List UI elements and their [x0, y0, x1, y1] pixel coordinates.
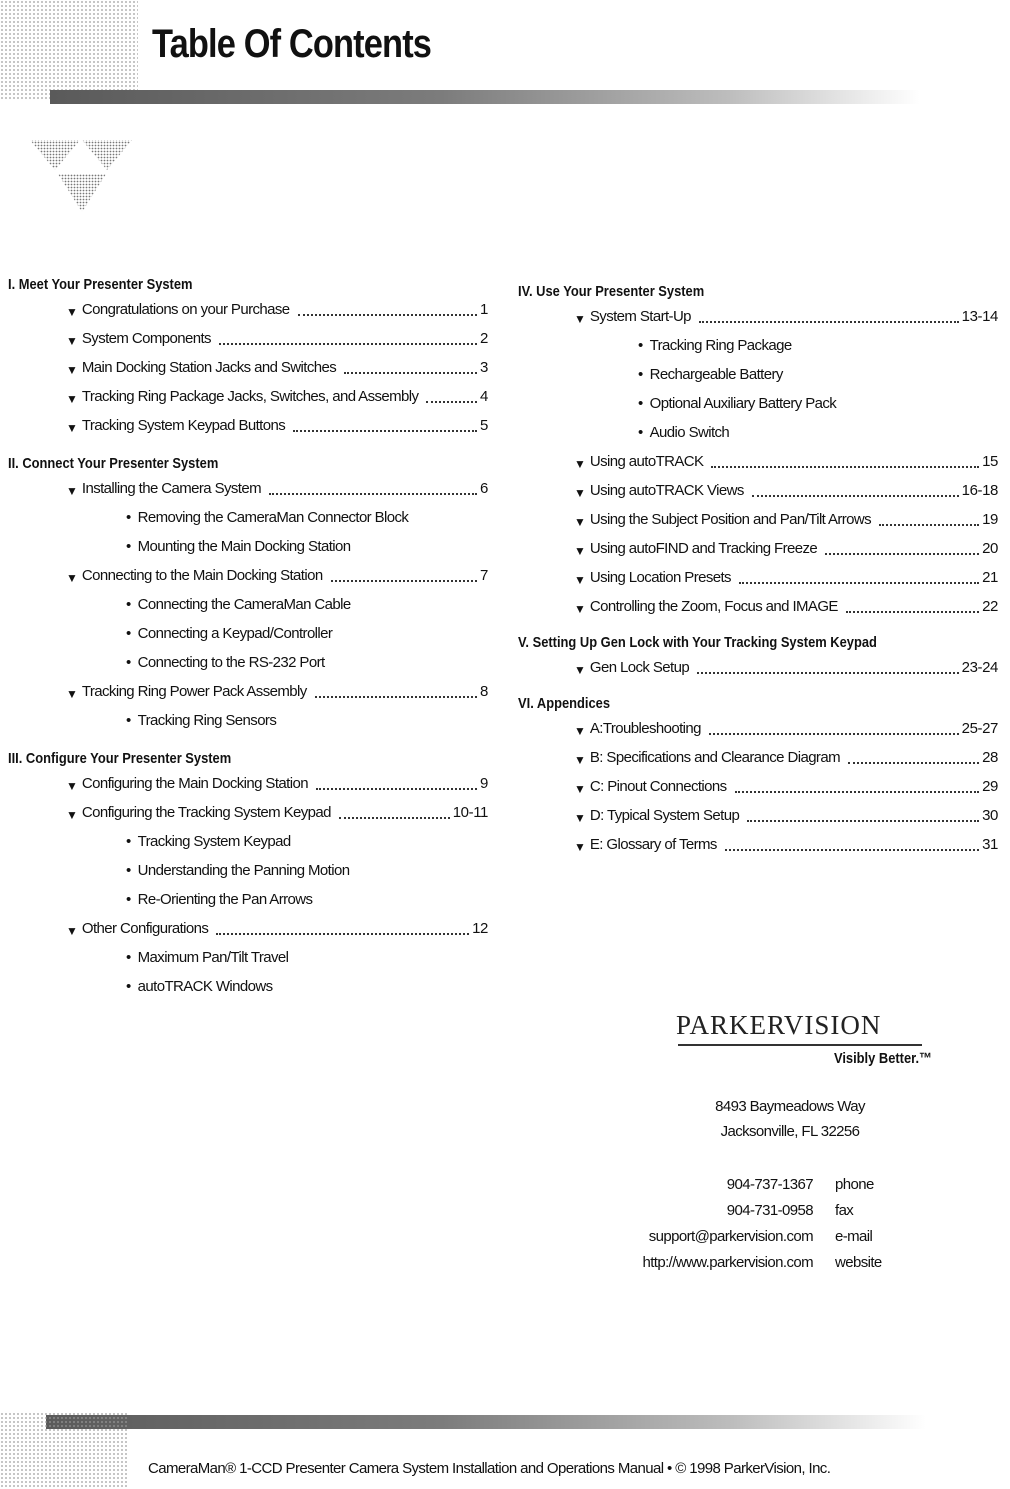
triangle-bullet-icon: ▼: [574, 602, 586, 616]
header-rule: [50, 90, 920, 104]
entry-label: Congratulations on your Purchase: [81, 301, 290, 318]
page-number: 9: [480, 775, 488, 792]
toc-entry[interactable]: [8, 353, 488, 382]
page-title: Table Of Contents: [152, 22, 432, 66]
toc-entry[interactable]: [518, 534, 998, 563]
dot-leader: [219, 343, 477, 345]
dot-leader: [752, 495, 959, 497]
toc-entry[interactable]: [8, 295, 488, 324]
page-number: 2: [480, 330, 488, 347]
toc-subentry[interactable]: [8, 590, 488, 619]
corner-texture: [0, 0, 138, 100]
entry-label: Using autoTRACK: [589, 453, 704, 470]
page-number: 1: [480, 301, 488, 318]
triangle-bullet-icon: ▼: [66, 334, 78, 348]
company-logo: [676, 1010, 946, 1080]
triangle-bullet-icon: ▼: [66, 484, 78, 498]
toc-entry[interactable]: [518, 772, 998, 801]
entry-label: Other Configurations: [81, 920, 209, 937]
entry-label: Installing the Camera System: [81, 480, 262, 497]
triangle-bullet-icon: ▼: [66, 808, 78, 822]
triangle-bullet-icon: ▼: [66, 305, 78, 319]
contact-row-email: [600, 1224, 900, 1250]
toc-entry[interactable]: [518, 830, 998, 859]
toc-subentry[interactable]: [8, 972, 488, 1001]
triangle-bullet-icon: ▼: [574, 753, 586, 767]
triangle-bullet-icon: ▼: [574, 811, 586, 825]
subentry-label: Re-Orienting the Pan Arrows: [137, 891, 313, 908]
toc-entry[interactable]: [518, 505, 998, 534]
page-number: 7: [480, 567, 488, 584]
bullet-icon: •: [638, 395, 643, 412]
toc-section: [8, 454, 488, 735]
contact-type: website: [835, 1254, 882, 1271]
dot-leader: [315, 696, 477, 698]
dot-leader: [316, 788, 477, 790]
triangle-bullet-icon: ▼: [574, 486, 586, 500]
toc-entry[interactable]: [8, 382, 488, 411]
toc-left-column: [8, 275, 488, 1001]
triangle-bullet-icon: ▼: [574, 663, 586, 677]
bullet-icon: •: [126, 949, 131, 966]
bullet-icon: •: [126, 712, 131, 729]
entry-label: Tracking Ring Package Jacks, Switches, and Assembly: [81, 388, 419, 405]
toc-entry[interactable]: [8, 411, 488, 440]
dot-leader: [426, 401, 477, 403]
toc-section: [518, 694, 998, 859]
bullet-icon: •: [126, 538, 131, 555]
contact-value[interactable]: support@parkervision.com: [648, 1228, 813, 1245]
section-title: II. Connect Your Presenter System: [8, 455, 219, 472]
page-number: 6: [480, 480, 488, 497]
toc-entry[interactable]: [518, 801, 998, 830]
triangle-bullet-icon: ▼: [66, 571, 78, 585]
bullet-icon: •: [126, 625, 131, 642]
bullet-icon: •: [126, 509, 131, 526]
dot-leader: [709, 733, 959, 735]
page-number: 13-14: [961, 308, 998, 325]
section-title: IV. Use Your Presenter System: [518, 283, 705, 300]
contact-row-phone: [600, 1172, 900, 1198]
toc-subentry[interactable]: [8, 532, 488, 561]
dot-leader: [747, 820, 979, 822]
page-number: 30: [982, 807, 998, 824]
toc-subentry[interactable]: [8, 827, 488, 856]
subentry-label: autoTRACK Windows: [137, 978, 273, 995]
toc-entry[interactable]: [8, 769, 488, 798]
entry-label: B: Specifications and Clearance Diagram: [589, 749, 840, 766]
toc-entry[interactable]: [8, 798, 488, 827]
toc-entry[interactable]: [518, 653, 998, 682]
entry-label: Using autoTRACK Views: [589, 482, 744, 499]
triangle-bullet-icon: ▼: [574, 544, 586, 558]
subentry-label: Connecting a Keypad/Controller: [137, 625, 333, 642]
toc-entry[interactable]: [518, 563, 998, 592]
page-number: 19: [982, 511, 998, 528]
footer-rule: [46, 1415, 926, 1429]
toc-subentry[interactable]: [8, 856, 488, 885]
toc-subentry[interactable]: [518, 331, 998, 360]
logo-underline: [678, 1044, 922, 1046]
dot-leader: [848, 762, 979, 764]
subentry-label: Connecting to the RS-232 Port: [137, 654, 325, 671]
page-number: 25-27: [961, 720, 998, 737]
entry-label: Tracking Ring Power Pack Assembly: [81, 683, 307, 700]
dot-leader: [697, 672, 959, 674]
dot-leader: [879, 524, 979, 526]
entry-label: Controlling the Zoom, Focus and IMAGE: [589, 598, 838, 615]
toc-entry[interactable]: [518, 743, 998, 772]
bullet-icon: •: [126, 596, 131, 613]
entry-label: Using autoFIND and Tracking Freeze: [589, 540, 818, 557]
entry-label: E: Glossary of Terms: [589, 836, 717, 853]
dot-leader: [339, 817, 450, 819]
toc-entry[interactable]: [518, 714, 998, 743]
subentry-label: Rechargeable Battery: [649, 366, 783, 383]
toc-subentry[interactable]: [518, 418, 998, 447]
page-number: 29: [982, 778, 998, 795]
entry-label: C: Pinout Connections: [589, 778, 727, 795]
section-title: III. Configure Your Presenter System: [8, 750, 232, 767]
toc-subentry[interactable]: [8, 885, 488, 914]
contact-type: phone: [835, 1176, 874, 1193]
triangle-bullet-icon: ▼: [66, 363, 78, 377]
bullet-icon: •: [638, 424, 643, 441]
toc-section: [518, 633, 998, 682]
toc-entry[interactable]: [8, 561, 488, 590]
entry-label: Configuring the Main Docking Station: [81, 775, 308, 792]
toc-subentry[interactable]: [518, 389, 998, 418]
contact-list: [600, 1172, 900, 1276]
bullet-icon: •: [638, 366, 643, 383]
toc-right-column: [518, 282, 998, 859]
page-number: 31: [982, 836, 998, 853]
triangle-bullet-icon: ▼: [574, 782, 586, 796]
dot-leader: [293, 430, 477, 432]
entry-label: D: Typical System Setup: [589, 807, 740, 824]
dot-leader: [735, 791, 980, 793]
dot-leader: [725, 849, 979, 851]
triangle-bullet-icon: ▼: [574, 515, 586, 529]
dot-leader: [825, 553, 979, 555]
triangle-bullet-icon: ▼: [574, 724, 586, 738]
dot-leader: [344, 372, 477, 374]
toc-section: [8, 275, 488, 440]
toc-section: [518, 282, 998, 621]
toc-subentry[interactable]: [8, 503, 488, 532]
page-number: 23-24: [961, 659, 998, 676]
subentry-label: Tracking Ring Sensors: [137, 712, 277, 729]
entry-label: Gen Lock Setup: [589, 659, 690, 676]
subentry-label: Removing the CameraMan Connector Block: [137, 509, 409, 526]
toc-subentry[interactable]: [8, 619, 488, 648]
logo-wordmark: PARKERVISION: [676, 1010, 882, 1040]
entry-label: Connecting to the Main Docking Station: [81, 567, 323, 584]
dot-leader: [216, 933, 469, 935]
footer-text: CameraMan® 1-CCD Presenter Camera System Installation and Operations Manual • © 1998 ParkerVision, Inc.: [148, 1460, 831, 1477]
entry-label: A:Troubleshooting: [589, 720, 701, 737]
toc-entry[interactable]: [518, 447, 998, 476]
page-number: 3: [480, 359, 488, 376]
contact-type: e-mail: [835, 1228, 873, 1245]
toc-entry[interactable]: [518, 592, 998, 621]
toc-entry[interactable]: [518, 302, 998, 331]
section-title: V. Setting Up Gen Lock with Your Tracking System Keypad: [518, 634, 877, 651]
page-number: 12: [472, 920, 488, 937]
triangle-logo-icon: [22, 132, 132, 222]
toc-subentry[interactable]: [8, 706, 488, 735]
subentry-label: Connecting the CameraMan Cable: [137, 596, 351, 613]
bullet-icon: •: [126, 654, 131, 671]
triangle-bullet-icon: ▼: [574, 573, 586, 587]
triangle-bullet-icon: ▼: [66, 924, 78, 938]
page-number: 8: [480, 683, 488, 700]
triangle-bullet-icon: ▼: [66, 687, 78, 701]
contact-type: fax: [835, 1202, 854, 1219]
dot-leader: [739, 582, 979, 584]
toc-entry[interactable]: [8, 474, 488, 503]
entry-label: System Start-Up: [589, 308, 691, 325]
address-line-1: 8493 Baymeadows Way: [715, 1098, 865, 1115]
subentry-label: Maximum Pan/Tilt Travel: [137, 949, 289, 966]
subentry-label: Mounting the Main Docking Station: [137, 538, 351, 555]
toc-subentry[interactable]: [8, 648, 488, 677]
page-number: 10-11: [452, 804, 488, 821]
page-number: 20: [982, 540, 998, 557]
entry-label: Tracking System Keypad Buttons: [81, 417, 286, 434]
subentry-label: Optional Auxiliary Battery Pack: [649, 395, 837, 412]
subentry-label: Understanding the Panning Motion: [137, 862, 350, 879]
dot-leader: [711, 466, 979, 468]
entry-label: Main Docking Station Jacks and Switches: [81, 359, 337, 376]
entry-label: Using Location Presets: [589, 569, 731, 586]
company-address: [700, 1094, 880, 1144]
toc-entry[interactable]: [518, 476, 998, 505]
page-number: 5: [480, 417, 488, 434]
contact-value[interactable]: http://www.parkervision.com: [642, 1254, 813, 1271]
section-title: VI. Appendices: [518, 695, 611, 712]
bullet-icon: •: [126, 891, 131, 908]
entry-label: Configuring the Tracking System Keypad: [81, 804, 331, 821]
contact-row-website: [600, 1250, 900, 1276]
entry-label: Using the Subject Position and Pan/Tilt Arrows: [589, 511, 872, 528]
page-number: 16-18: [961, 482, 998, 499]
triangle-bullet-icon: ▼: [574, 840, 586, 854]
address-line-2: Jacksonville, FL 32256: [720, 1123, 860, 1140]
toc-section: [8, 749, 488, 1001]
bullet-icon: •: [126, 978, 131, 995]
page-number: 21: [982, 569, 998, 586]
toc-entry[interactable]: [8, 914, 488, 943]
bullet-icon: •: [126, 862, 131, 879]
triangle-bullet-icon: ▼: [66, 421, 78, 435]
triangle-bullet-icon: ▼: [574, 457, 586, 471]
page-number: 22: [982, 598, 998, 615]
triangle-bullet-icon: ▼: [574, 312, 586, 326]
logo-tagline: Visibly Better.™: [834, 1050, 932, 1067]
page-number: 4: [480, 388, 488, 405]
toc-subentry[interactable]: [8, 943, 488, 972]
entry-label: System Components: [81, 330, 211, 347]
section-title: I. Meet Your Presenter System: [8, 276, 193, 293]
page-number: 28: [982, 749, 998, 766]
bullet-icon: •: [126, 833, 131, 850]
dot-leader: [699, 321, 959, 323]
triangle-bullet-icon: ▼: [66, 779, 78, 793]
dot-leader: [298, 314, 478, 316]
contact-value: 904-731-0958: [726, 1202, 813, 1219]
contact-row-fax: [600, 1198, 900, 1224]
toc-entry[interactable]: [8, 324, 488, 353]
triangle-bullet-icon: ▼: [66, 392, 78, 406]
bullet-icon: •: [638, 337, 643, 354]
dot-leader: [269, 493, 477, 495]
footer-corner-texture: [0, 1412, 128, 1489]
subentry-label: Tracking System Keypad: [137, 833, 291, 850]
page-number: 15: [982, 453, 998, 470]
dot-leader: [846, 611, 979, 613]
contact-value: 904-737-1367: [726, 1176, 813, 1193]
subentry-label: Tracking Ring Package: [649, 337, 792, 354]
toc-subentry[interactable]: [518, 360, 998, 389]
dot-leader: [331, 580, 477, 582]
toc-entry[interactable]: [8, 677, 488, 706]
subentry-label: Audio Switch: [649, 424, 730, 441]
